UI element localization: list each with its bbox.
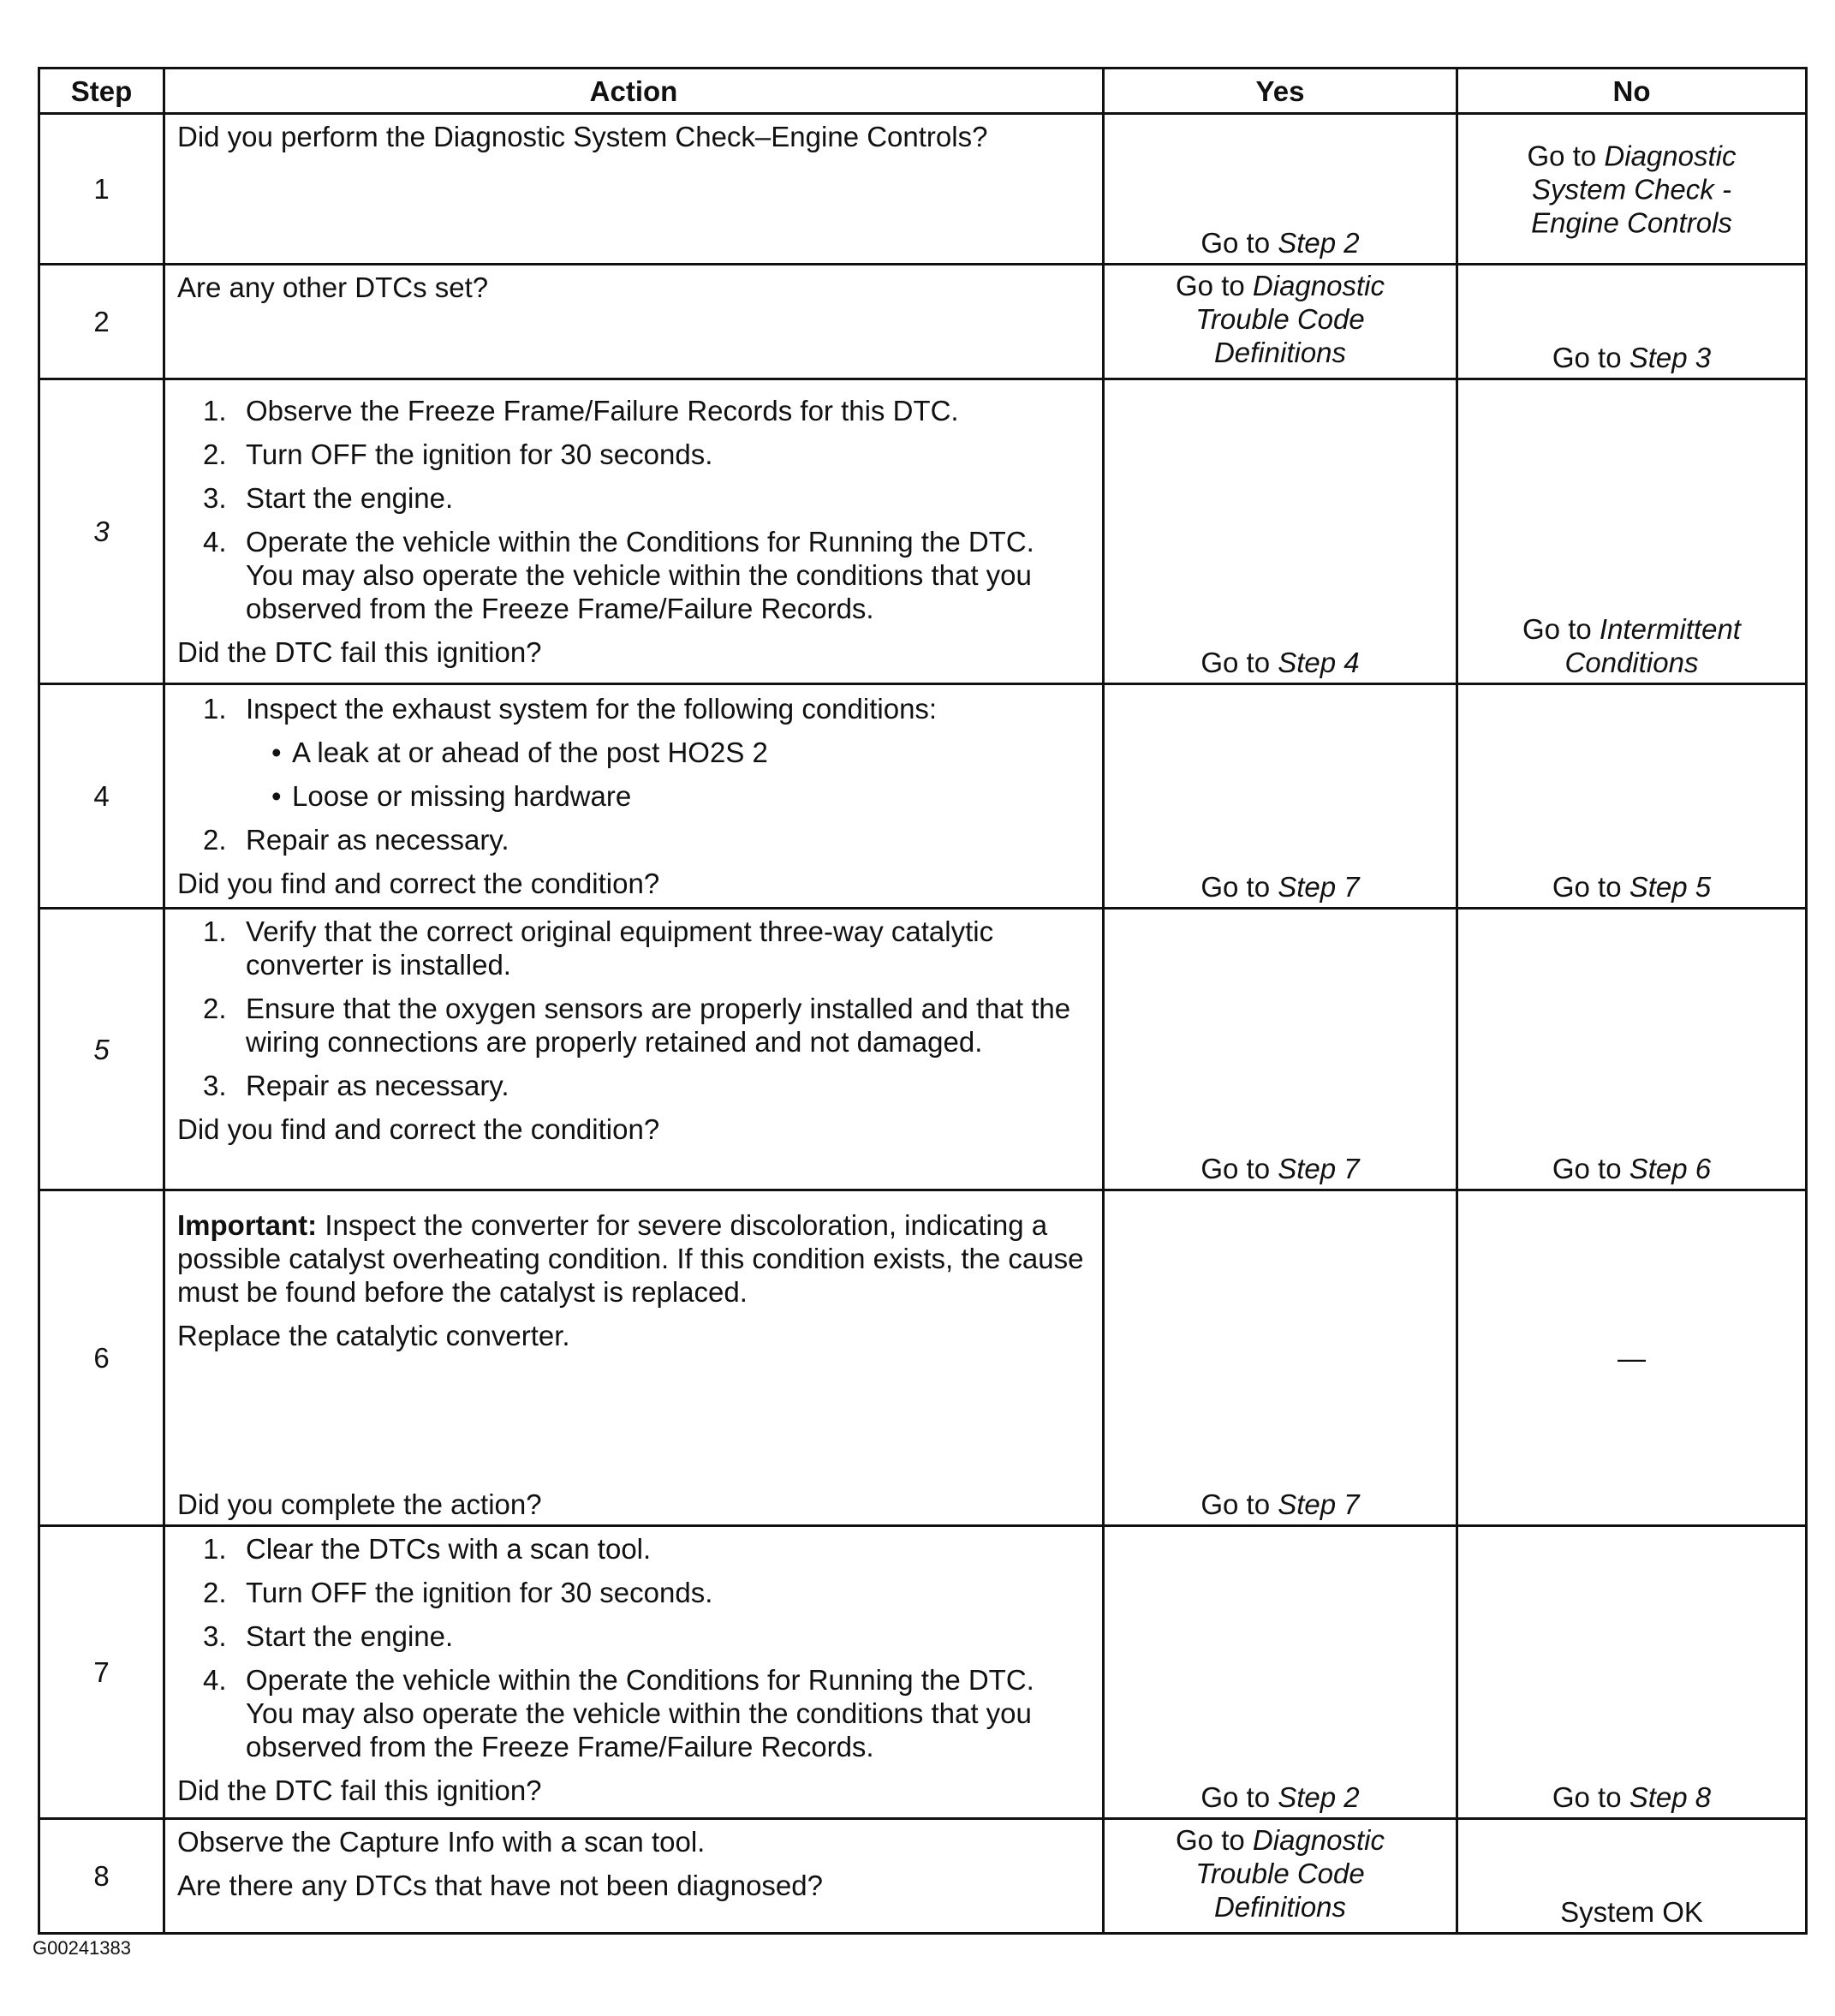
important-label: Important: bbox=[177, 1209, 318, 1241]
yes-result: Go to Diagnostic Trouble Code Definitions bbox=[1176, 270, 1385, 368]
no-cell bbox=[1457, 1526, 1807, 1819]
step-number: 2 bbox=[39, 265, 164, 379]
list-item: 3. Start the engine. bbox=[203, 482, 454, 514]
header-step: Step bbox=[39, 69, 164, 114]
no-link: Step 6 bbox=[1629, 1153, 1712, 1184]
list-item: 1. Observe the Freeze Frame/Failure Records for this DTC. bbox=[203, 395, 959, 426]
no-cell bbox=[1457, 265, 1807, 379]
step-number: 4 bbox=[39, 684, 164, 909]
yes-link: Step 7 bbox=[1278, 1153, 1360, 1184]
step-number: 7 bbox=[39, 1526, 164, 1819]
no-result: Go to Diagnostic System Check - Engine Controls bbox=[1527, 140, 1737, 238]
yes-result: Go to Diagnostic Trouble Code Definitions bbox=[1176, 1824, 1385, 1923]
no-link: Intermittent Conditions bbox=[1564, 613, 1741, 678]
table-row bbox=[39, 1526, 1807, 1819]
yes-cell bbox=[1104, 1190, 1457, 1526]
yes-cell bbox=[1104, 1526, 1457, 1819]
action-cell bbox=[164, 684, 1104, 909]
diagnostic-table bbox=[38, 67, 1808, 1935]
yes-result: Go to Step 7 bbox=[1200, 871, 1360, 903]
yes-result: Go to Step 2 bbox=[1200, 1781, 1360, 1813]
figure-id: G00241383 bbox=[33, 1937, 131, 1959]
step-number: 8 bbox=[39, 1819, 164, 1934]
action-question: Are there any DTCs that have not been diagnosed? bbox=[177, 1870, 823, 1901]
yes-link: Step 7 bbox=[1278, 1488, 1360, 1520]
table-row bbox=[39, 1190, 1807, 1526]
table-row bbox=[39, 1819, 1807, 1934]
yes-link: Step 4 bbox=[1278, 647, 1360, 678]
bullet-item: • A leak at or ahead of the post HO2S 2 bbox=[271, 737, 768, 768]
no-result: — bbox=[1618, 1342, 1646, 1374]
yes-cell bbox=[1104, 909, 1457, 1190]
table-row bbox=[39, 379, 1807, 684]
action-question: Did you perform the Diagnostic System Check–Engine Controls? bbox=[177, 121, 988, 152]
action-cell bbox=[164, 909, 1104, 1190]
list-item: 3. Repair as necessary. bbox=[203, 1070, 509, 1101]
yes-link: Step 2 bbox=[1278, 227, 1360, 259]
step-number: 6 bbox=[39, 1190, 164, 1526]
no-result: Go to Step 8 bbox=[1552, 1781, 1712, 1813]
no-cell bbox=[1457, 114, 1807, 265]
action-question: Did you find and correct the condition? bbox=[177, 868, 660, 899]
action-question: Did the DTC fail this ignition? bbox=[177, 1774, 542, 1806]
no-result: Go to Intermittent Conditions bbox=[1522, 613, 1741, 678]
yes-cell bbox=[1104, 684, 1457, 909]
no-link: Step 5 bbox=[1629, 871, 1712, 903]
yes-link: Diagnostic Trouble Code Definitions bbox=[1195, 270, 1385, 368]
list-item: 2. Repair as necessary. bbox=[203, 824, 509, 856]
action-instruction: Observe the Capture Info with a scan tool. bbox=[177, 1826, 706, 1858]
list-item: 4. Operate the vehicle within the Conditions for Running the DTC. You may also operate the vehicle within the conditions that you observed from the Freeze Frame/Failure Records. bbox=[203, 1664, 1034, 1763]
action-question: Did you find and correct the condition? bbox=[177, 1113, 660, 1145]
action-cell bbox=[164, 379, 1104, 684]
no-result: Go to Step 6 bbox=[1552, 1153, 1712, 1184]
action-cell bbox=[164, 114, 1104, 265]
no-cell bbox=[1457, 1190, 1807, 1526]
header-no: No bbox=[1457, 69, 1807, 114]
yes-link: Step 2 bbox=[1278, 1781, 1360, 1813]
important-note: Important: Inspect the converter for severe discoloration, indicating a possible catalyst overheating condition. If this condition exists, the cause must be found before the catalyst is replaced. bbox=[177, 1209, 1084, 1308]
list-item: 3. Start the engine. bbox=[203, 1620, 454, 1652]
no-result: System OK bbox=[1560, 1896, 1703, 1928]
no-cell bbox=[1457, 909, 1807, 1190]
yes-link: Step 7 bbox=[1278, 871, 1360, 903]
no-link: Diagnostic System Check - Engine Controls bbox=[1531, 140, 1737, 238]
yes-cell bbox=[1104, 1819, 1457, 1934]
list-item: 2. Turn OFF the ignition for 30 seconds. bbox=[203, 1577, 713, 1608]
list-item: 1. Clear the DTCs with a scan tool. bbox=[203, 1533, 652, 1565]
table-row bbox=[39, 684, 1807, 909]
action-cell bbox=[164, 1190, 1104, 1526]
list-item: 4. Operate the vehicle within the Conditions for Running the DTC. You may also operate the vehicle within the conditions that you observed from the Freeze Frame/Failure Records. bbox=[203, 526, 1034, 624]
yes-result: Go to Step 2 bbox=[1200, 227, 1360, 259]
no-result: Go to Step 3 bbox=[1552, 342, 1712, 373]
yes-result: Go to Step 7 bbox=[1200, 1153, 1360, 1184]
action-cell bbox=[164, 1819, 1104, 1934]
yes-cell bbox=[1104, 114, 1457, 265]
table-row bbox=[39, 909, 1807, 1190]
yes-link: Diagnostic Trouble Code Definitions bbox=[1195, 1824, 1385, 1923]
yes-result: Go to Step 4 bbox=[1200, 647, 1360, 678]
yes-cell bbox=[1104, 265, 1457, 379]
list-item: 1. Inspect the exhaust system for the following conditions: bbox=[203, 693, 938, 725]
no-cell bbox=[1457, 1819, 1807, 1934]
list-item: 2. Ensure that the oxygen sensors are properly installed and that the wiring connections are properly retained and not damaged. bbox=[203, 993, 1071, 1058]
action-cell bbox=[164, 1526, 1104, 1819]
yes-result: Go to Step 7 bbox=[1200, 1488, 1360, 1520]
no-link: Step 3 bbox=[1629, 342, 1712, 373]
bullet-item: • Loose or missing hardware bbox=[271, 780, 632, 812]
action-cell bbox=[164, 265, 1104, 379]
list-item: 2. Turn OFF the ignition for 30 seconds. bbox=[203, 438, 713, 470]
action-question: Did you complete the action? bbox=[177, 1488, 542, 1520]
list-item: 1. Verify that the correct original equipment three-way catalytic converter is installed. bbox=[203, 916, 994, 981]
action-question: Are any other DTCs set? bbox=[177, 271, 489, 303]
step-number: 5 bbox=[39, 909, 164, 1190]
no-link: Step 8 bbox=[1629, 1781, 1712, 1813]
table-row bbox=[39, 114, 1807, 265]
no-result: Go to Step 5 bbox=[1552, 871, 1712, 903]
yes-cell bbox=[1104, 379, 1457, 684]
action-question: Did the DTC fail this ignition? bbox=[177, 636, 542, 668]
header-yes: Yes bbox=[1104, 69, 1457, 114]
table-row bbox=[39, 265, 1807, 379]
header-row bbox=[39, 69, 1807, 114]
step-number: 1 bbox=[39, 114, 164, 265]
no-cell bbox=[1457, 684, 1807, 909]
action-instruction: Replace the catalytic converter. bbox=[177, 1320, 570, 1351]
header-action: Action bbox=[164, 69, 1104, 114]
step-number: 3 bbox=[39, 379, 164, 684]
no-cell bbox=[1457, 379, 1807, 684]
